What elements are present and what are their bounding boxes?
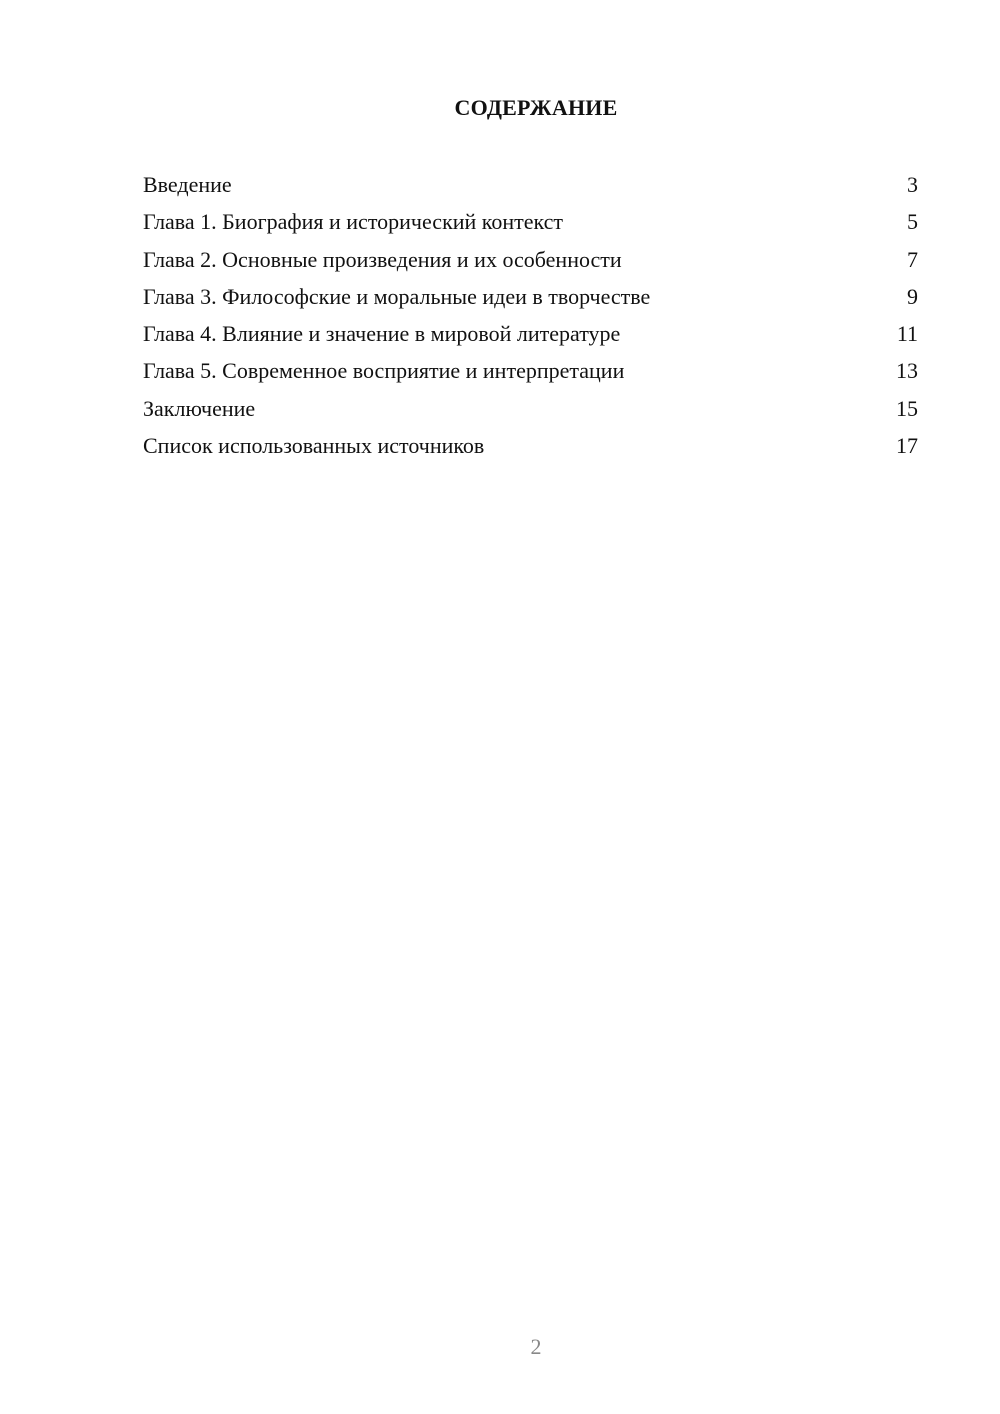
- table-of-contents: [143, 170, 918, 468]
- page-title: СОДЕРЖАНИЕ: [454, 95, 618, 120]
- page-number: 2: [530, 1334, 542, 1359]
- toc-entry-label: Глава 2. Основные произведения и их особенности: [143, 246, 622, 272]
- toc-entry-chapter-3: [143, 282, 918, 319]
- toc-entry-page: 7: [907, 246, 918, 272]
- toc-entry-label: Заключение: [143, 395, 256, 421]
- toc-entry-chapter-4: [143, 319, 918, 356]
- toc-entry-chapter-1: [143, 207, 918, 244]
- toc-entry-page: 11: [896, 321, 918, 347]
- toc-entry-label: Введение: [143, 172, 232, 197]
- toc-entry-page: 3: [907, 172, 918, 197]
- toc-entry-references: [143, 431, 918, 468]
- toc-entry-label: Список использованных источников: [143, 433, 485, 459]
- toc-entry-introduction: [143, 170, 918, 207]
- toc-entry-page: 15: [896, 395, 918, 421]
- toc-entry-chapter-5: [143, 356, 918, 393]
- toc-entry-label: Глава 5. Современное восприятие и интерпретации: [143, 358, 625, 384]
- toc-entry-page: 17: [896, 433, 918, 459]
- toc-entry-conclusion: [143, 394, 918, 431]
- toc-entry-page: 13: [896, 358, 918, 384]
- toc-entry-page: 9: [907, 283, 918, 309]
- toc-entry-label: Глава 4. Влияние и значение в мировой литературе: [143, 321, 621, 347]
- toc-entry-label: Глава 3. Философские и моральные идеи в творчестве: [143, 283, 651, 309]
- toc-entry-label: Глава 1. Биография и исторический контекст: [143, 209, 564, 235]
- toc-entry-chapter-2: [143, 245, 918, 282]
- toc-entry-page: 5: [907, 209, 918, 235]
